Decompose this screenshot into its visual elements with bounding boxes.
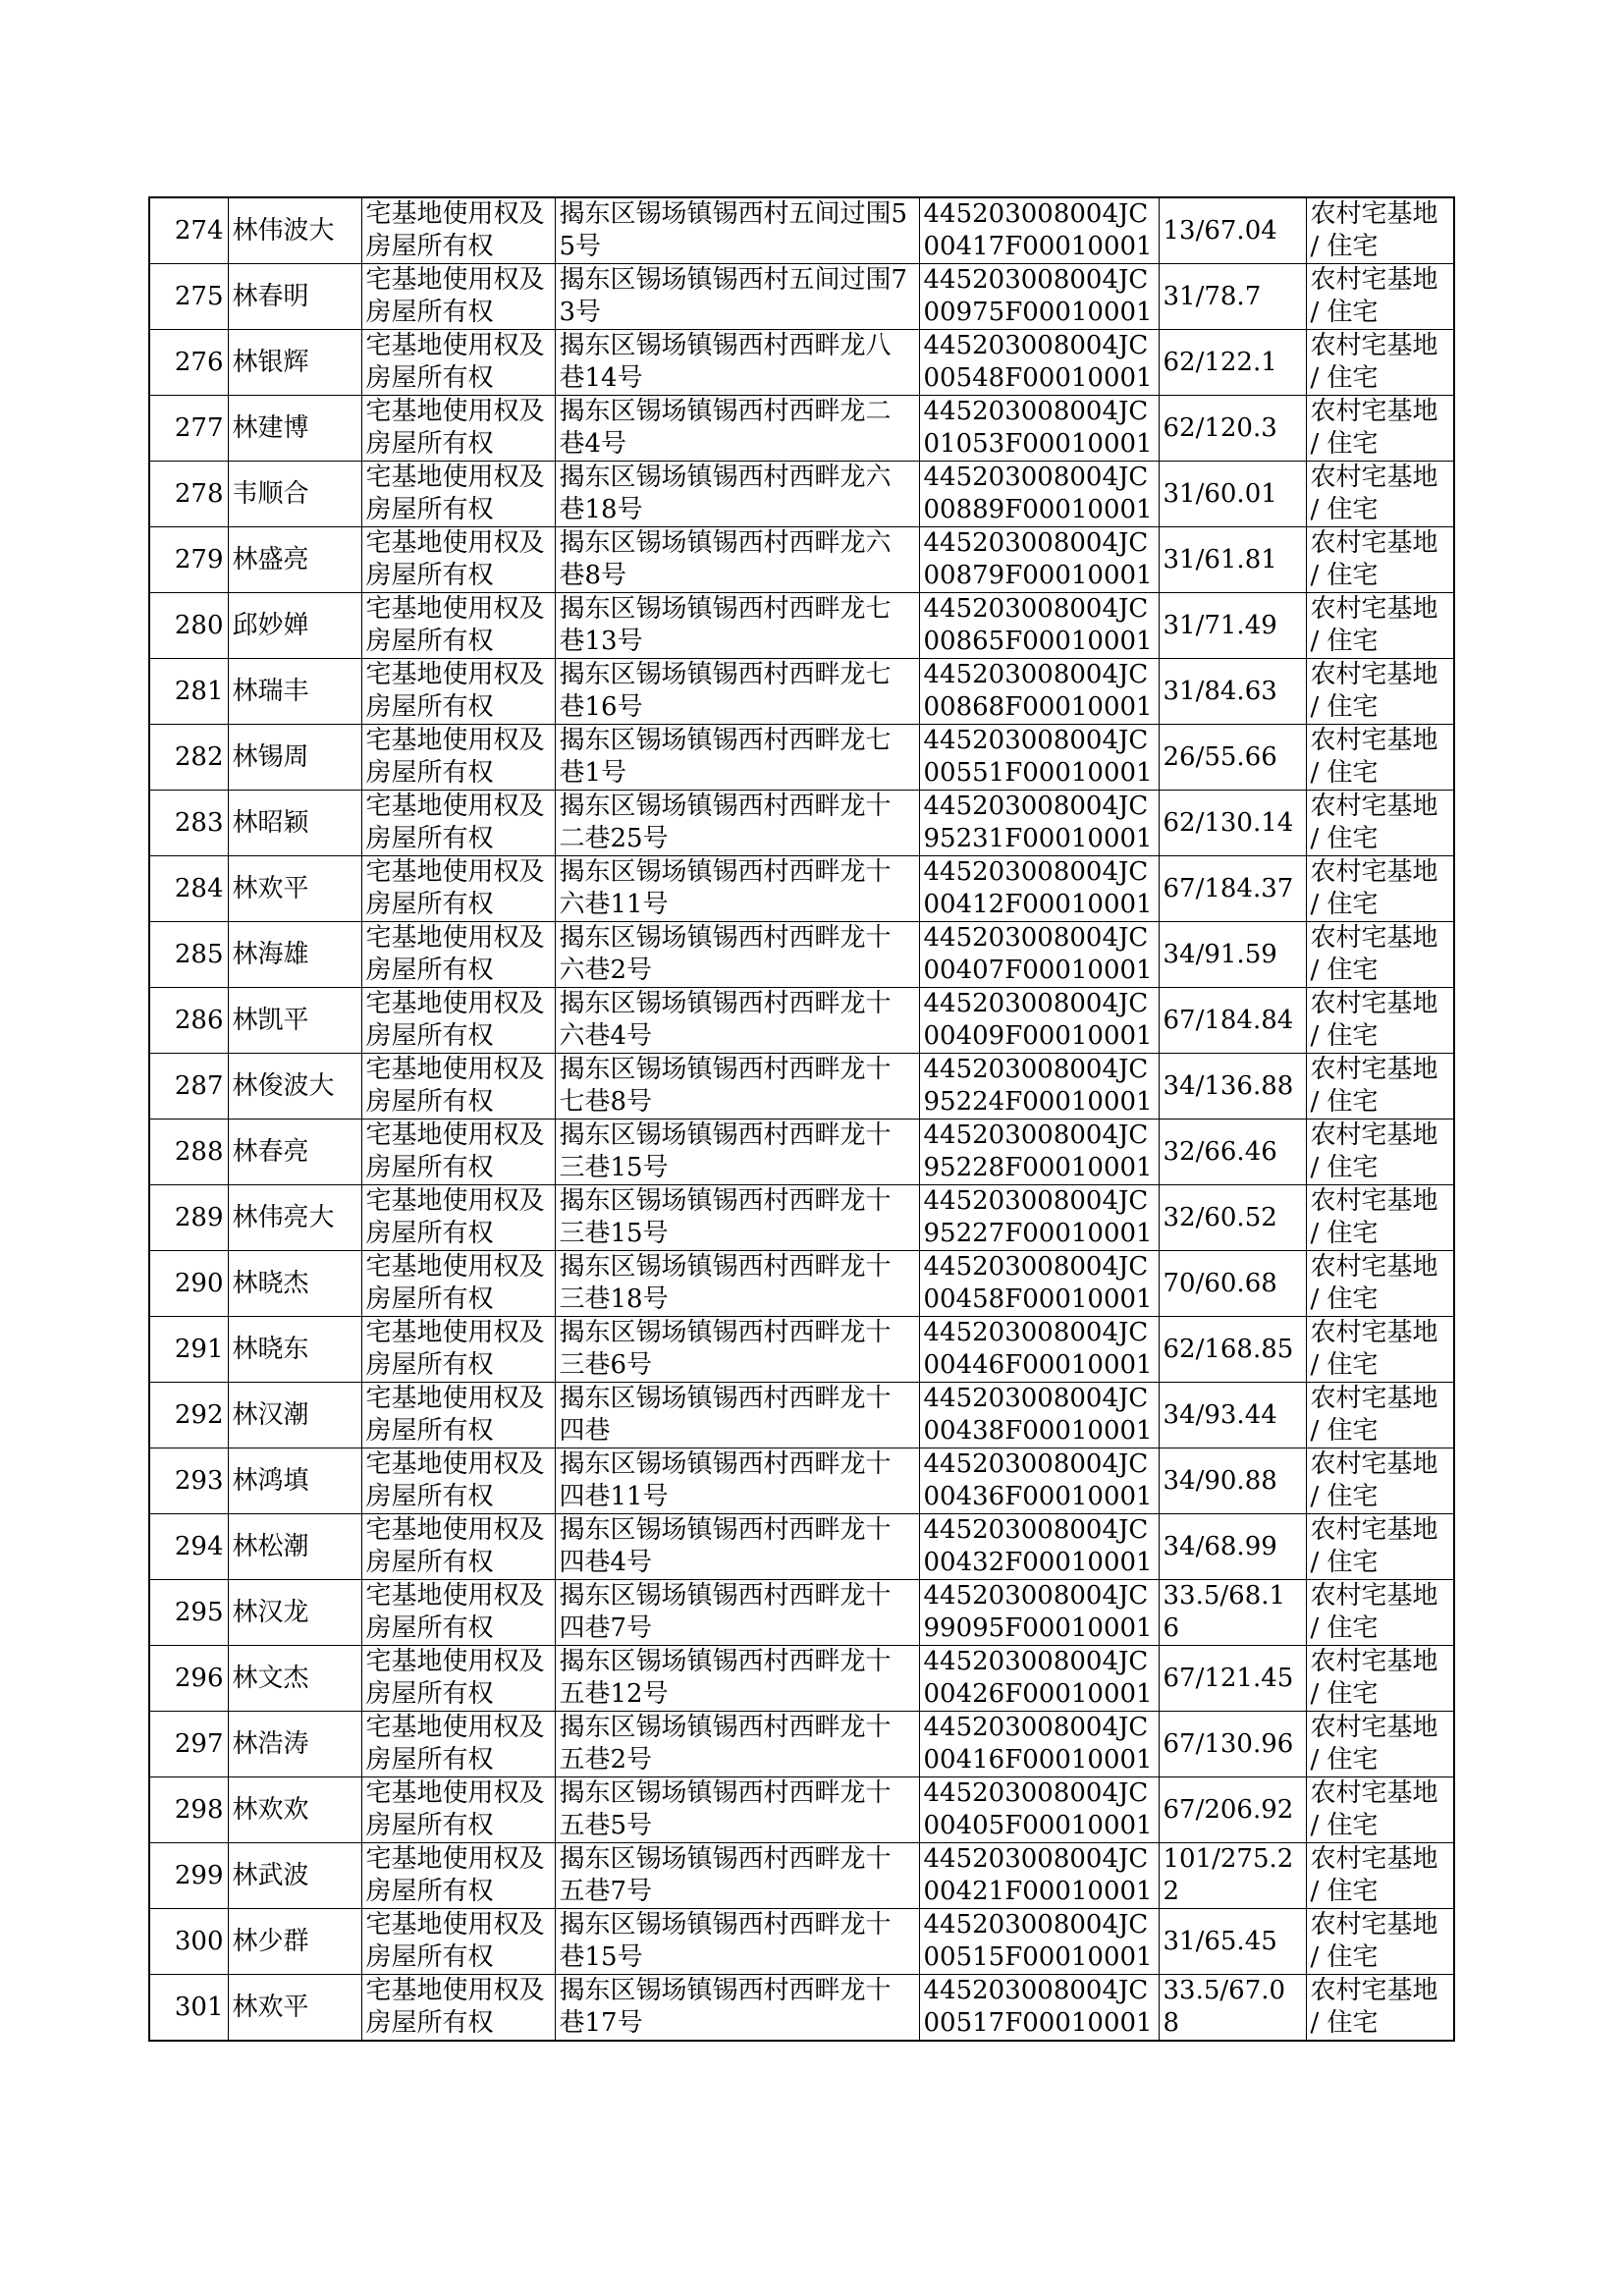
table-row bbox=[149, 725, 1454, 791]
area-value: 32/60.52 bbox=[1159, 1185, 1306, 1251]
unit-code: 445203008004JC95228F00010001 bbox=[919, 1120, 1159, 1185]
area-value: 32/66.46 bbox=[1159, 1120, 1306, 1185]
property-address: 揭东区锡场镇锡西村西畔龙七巷16号 bbox=[555, 659, 919, 725]
right-type: 宅基地使用权及房屋所有权 bbox=[361, 264, 555, 330]
table-body bbox=[149, 197, 1454, 2041]
unit-code: 445203008004JC00548F00010001 bbox=[919, 330, 1159, 396]
property-address: 揭东区锡场镇锡西村西畔龙八巷14号 bbox=[555, 330, 919, 396]
land-usage: 农村宅基地 / 住宅 bbox=[1306, 593, 1454, 659]
land-usage: 农村宅基地 / 住宅 bbox=[1306, 791, 1454, 856]
unit-code: 445203008004JC01053F00010001 bbox=[919, 396, 1159, 462]
unit-code: 445203008004JC00436F00010001 bbox=[919, 1448, 1159, 1514]
table-row bbox=[149, 396, 1454, 462]
land-usage: 农村宅基地 / 住宅 bbox=[1306, 1251, 1454, 1317]
row-number: 293 bbox=[149, 1448, 228, 1514]
land-usage: 农村宅基地 / 住宅 bbox=[1306, 1843, 1454, 1909]
unit-code: 445203008004JC95231F00010001 bbox=[919, 791, 1159, 856]
area-value: 31/84.63 bbox=[1159, 659, 1306, 725]
area-value: 67/121.45 bbox=[1159, 1646, 1306, 1712]
area-value: 67/206.92 bbox=[1159, 1777, 1306, 1843]
owner-name: 林晓东 bbox=[228, 1317, 361, 1383]
area-value: 34/93.44 bbox=[1159, 1383, 1306, 1448]
unit-code: 445203008004JC00446F00010001 bbox=[919, 1317, 1159, 1383]
right-type: 宅基地使用权及房屋所有权 bbox=[361, 1909, 555, 1975]
right-type: 宅基地使用权及房屋所有权 bbox=[361, 330, 555, 396]
row-number: 294 bbox=[149, 1514, 228, 1580]
property-address: 揭东区锡场镇锡西村西畔龙六巷18号 bbox=[555, 462, 919, 527]
row-number: 281 bbox=[149, 659, 228, 725]
owner-name: 林晓杰 bbox=[228, 1251, 361, 1317]
land-usage: 农村宅基地 / 住宅 bbox=[1306, 1383, 1454, 1448]
property-address: 揭东区锡场镇锡西村西畔龙十七巷8号 bbox=[555, 1054, 919, 1120]
land-usage: 农村宅基地 / 住宅 bbox=[1306, 197, 1454, 264]
owner-name: 林银辉 bbox=[228, 330, 361, 396]
unit-code: 445203008004JC00868F00010001 bbox=[919, 659, 1159, 725]
area-value: 31/61.81 bbox=[1159, 527, 1306, 593]
owner-name: 林伟亮大 bbox=[228, 1185, 361, 1251]
area-value: 34/90.88 bbox=[1159, 1448, 1306, 1514]
area-value: 13/67.04 bbox=[1159, 197, 1306, 264]
unit-code: 445203008004JC00438F00010001 bbox=[919, 1383, 1159, 1448]
land-usage: 农村宅基地 / 住宅 bbox=[1306, 1580, 1454, 1646]
table-row bbox=[149, 1054, 1454, 1120]
unit-code: 445203008004JC00458F00010001 bbox=[919, 1251, 1159, 1317]
property-address: 揭东区锡场镇锡西村西畔龙十六巷11号 bbox=[555, 856, 919, 922]
property-address: 揭东区锡场镇锡西村西畔龙十三巷6号 bbox=[555, 1317, 919, 1383]
area-value: 31/71.49 bbox=[1159, 593, 1306, 659]
row-number: 279 bbox=[149, 527, 228, 593]
property-address: 揭东区锡场镇锡西村西畔龙七巷1号 bbox=[555, 725, 919, 791]
unit-code: 445203008004JC00551F00010001 bbox=[919, 725, 1159, 791]
table-row bbox=[149, 593, 1454, 659]
land-usage: 农村宅基地 / 住宅 bbox=[1306, 396, 1454, 462]
row-number: 287 bbox=[149, 1054, 228, 1120]
right-type: 宅基地使用权及房屋所有权 bbox=[361, 1514, 555, 1580]
land-usage: 农村宅基地 / 住宅 bbox=[1306, 1712, 1454, 1777]
table-row bbox=[149, 330, 1454, 396]
right-type: 宅基地使用权及房屋所有权 bbox=[361, 527, 555, 593]
unit-code: 445203008004JC95224F00010001 bbox=[919, 1054, 1159, 1120]
right-type: 宅基地使用权及房屋所有权 bbox=[361, 791, 555, 856]
right-type: 宅基地使用权及房屋所有权 bbox=[361, 1975, 555, 2042]
land-usage: 农村宅基地 / 住宅 bbox=[1306, 462, 1454, 527]
unit-code: 445203008004JC00407F00010001 bbox=[919, 922, 1159, 988]
land-usage: 农村宅基地 / 住宅 bbox=[1306, 1646, 1454, 1712]
property-address: 揭东区锡场镇锡西村西畔龙十六巷2号 bbox=[555, 922, 919, 988]
right-type: 宅基地使用权及房屋所有权 bbox=[361, 462, 555, 527]
owner-name: 林欢欢 bbox=[228, 1777, 361, 1843]
right-type: 宅基地使用权及房屋所有权 bbox=[361, 922, 555, 988]
owner-name: 林欢平 bbox=[228, 856, 361, 922]
unit-code: 445203008004JC00421F00010001 bbox=[919, 1843, 1159, 1909]
land-usage: 农村宅基地 / 住宅 bbox=[1306, 1120, 1454, 1185]
area-value: 67/184.37 bbox=[1159, 856, 1306, 922]
table-row bbox=[149, 1712, 1454, 1777]
unit-code: 445203008004JC00879F00010001 bbox=[919, 527, 1159, 593]
unit-code: 445203008004JC99095F00010001 bbox=[919, 1580, 1159, 1646]
table-row bbox=[149, 1383, 1454, 1448]
land-usage: 农村宅基地 / 住宅 bbox=[1306, 659, 1454, 725]
right-type: 宅基地使用权及房屋所有权 bbox=[361, 1843, 555, 1909]
land-usage: 农村宅基地 / 住宅 bbox=[1306, 856, 1454, 922]
table-row bbox=[149, 1317, 1454, 1383]
owner-name: 林昭颖 bbox=[228, 791, 361, 856]
table-row bbox=[149, 1580, 1454, 1646]
land-usage: 农村宅基地 / 住宅 bbox=[1306, 1909, 1454, 1975]
right-type: 宅基地使用权及房屋所有权 bbox=[361, 1777, 555, 1843]
owner-name: 林瑞丰 bbox=[228, 659, 361, 725]
row-number: 299 bbox=[149, 1843, 228, 1909]
property-address: 揭东区锡场镇锡西村西畔龙十五巷2号 bbox=[555, 1712, 919, 1777]
area-value: 101/275.22 bbox=[1159, 1843, 1306, 1909]
owner-name: 林伟波大 bbox=[228, 197, 361, 264]
table-row bbox=[149, 462, 1454, 527]
owner-name: 林汉潮 bbox=[228, 1383, 361, 1448]
unit-code: 445203008004JC00417F00010001 bbox=[919, 197, 1159, 264]
land-usage: 农村宅基地 / 住宅 bbox=[1306, 922, 1454, 988]
right-type: 宅基地使用权及房屋所有权 bbox=[361, 659, 555, 725]
area-value: 33.5/67.08 bbox=[1159, 1975, 1306, 2042]
row-number: 290 bbox=[149, 1251, 228, 1317]
table-row bbox=[149, 659, 1454, 725]
property-address: 揭东区锡场镇锡西村西畔龙十四巷 bbox=[555, 1383, 919, 1448]
area-value: 33.5/68.16 bbox=[1159, 1580, 1306, 1646]
table-row bbox=[149, 527, 1454, 593]
owner-name: 林锡周 bbox=[228, 725, 361, 791]
unit-code: 445203008004JC00412F00010001 bbox=[919, 856, 1159, 922]
owner-name: 林俊波大 bbox=[228, 1054, 361, 1120]
table-row bbox=[149, 988, 1454, 1054]
area-value: 62/168.85 bbox=[1159, 1317, 1306, 1383]
table-row bbox=[149, 922, 1454, 988]
right-type: 宅基地使用权及房屋所有权 bbox=[361, 725, 555, 791]
row-number: 288 bbox=[149, 1120, 228, 1185]
right-type: 宅基地使用权及房屋所有权 bbox=[361, 1251, 555, 1317]
unit-code: 445203008004JC95227F00010001 bbox=[919, 1185, 1159, 1251]
unit-code: 445203008004JC00515F00010001 bbox=[919, 1909, 1159, 1975]
row-number: 276 bbox=[149, 330, 228, 396]
row-number: 275 bbox=[149, 264, 228, 330]
right-type: 宅基地使用权及房屋所有权 bbox=[361, 1383, 555, 1448]
owner-name: 林松潮 bbox=[228, 1514, 361, 1580]
area-value: 62/120.3 bbox=[1159, 396, 1306, 462]
row-number: 286 bbox=[149, 988, 228, 1054]
row-number: 274 bbox=[149, 197, 228, 264]
row-number: 297 bbox=[149, 1712, 228, 1777]
unit-code: 445203008004JC00889F00010001 bbox=[919, 462, 1159, 527]
table-row bbox=[149, 1251, 1454, 1317]
registration-table bbox=[148, 196, 1455, 2042]
property-address: 揭东区锡场镇锡西村西畔龙十五巷7号 bbox=[555, 1843, 919, 1909]
area-value: 31/78.7 bbox=[1159, 264, 1306, 330]
owner-name: 林汉龙 bbox=[228, 1580, 361, 1646]
property-address: 揭东区锡场镇锡西村五间过围73号 bbox=[555, 264, 919, 330]
table-row bbox=[149, 791, 1454, 856]
land-usage: 农村宅基地 / 住宅 bbox=[1306, 1777, 1454, 1843]
right-type: 宅基地使用权及房屋所有权 bbox=[361, 1646, 555, 1712]
property-address: 揭东区锡场镇锡西村西畔龙十巷15号 bbox=[555, 1909, 919, 1975]
owner-name: 林浩涛 bbox=[228, 1712, 361, 1777]
property-address: 揭东区锡场镇锡西村西畔龙十四巷11号 bbox=[555, 1448, 919, 1514]
row-number: 291 bbox=[149, 1317, 228, 1383]
table-row bbox=[149, 1975, 1454, 2042]
property-address: 揭东区锡场镇锡西村西畔龙十三巷15号 bbox=[555, 1185, 919, 1251]
property-address: 揭东区锡场镇锡西村西畔龙十二巷25号 bbox=[555, 791, 919, 856]
row-number: 289 bbox=[149, 1185, 228, 1251]
property-address: 揭东区锡场镇锡西村西畔龙十四巷7号 bbox=[555, 1580, 919, 1646]
unit-code: 445203008004JC00865F00010001 bbox=[919, 593, 1159, 659]
area-value: 67/184.84 bbox=[1159, 988, 1306, 1054]
unit-code: 445203008004JC00517F00010001 bbox=[919, 1975, 1159, 2042]
row-number: 296 bbox=[149, 1646, 228, 1712]
table-row bbox=[149, 1843, 1454, 1909]
table-row bbox=[149, 264, 1454, 330]
row-number: 277 bbox=[149, 396, 228, 462]
land-usage: 农村宅基地 / 住宅 bbox=[1306, 1514, 1454, 1580]
area-value: 67/130.96 bbox=[1159, 1712, 1306, 1777]
property-address: 揭东区锡场镇锡西村西畔龙七巷13号 bbox=[555, 593, 919, 659]
land-usage: 农村宅基地 / 住宅 bbox=[1306, 527, 1454, 593]
owner-name: 韦顺合 bbox=[228, 462, 361, 527]
unit-code: 445203008004JC00416F00010001 bbox=[919, 1712, 1159, 1777]
table-row bbox=[149, 1448, 1454, 1514]
row-number: 292 bbox=[149, 1383, 228, 1448]
owner-name: 林建博 bbox=[228, 396, 361, 462]
land-usage: 农村宅基地 / 住宅 bbox=[1306, 330, 1454, 396]
land-usage: 农村宅基地 / 住宅 bbox=[1306, 1975, 1454, 2042]
property-address: 揭东区锡场镇锡西村西畔龙十三巷15号 bbox=[555, 1120, 919, 1185]
owner-name: 林春明 bbox=[228, 264, 361, 330]
property-address: 揭东区锡场镇锡西村西畔龙二巷4号 bbox=[555, 396, 919, 462]
right-type: 宅基地使用权及房屋所有权 bbox=[361, 1712, 555, 1777]
unit-code: 445203008004JC00975F00010001 bbox=[919, 264, 1159, 330]
row-number: 282 bbox=[149, 725, 228, 791]
right-type: 宅基地使用权及房屋所有权 bbox=[361, 396, 555, 462]
row-number: 280 bbox=[149, 593, 228, 659]
owner-name: 林少群 bbox=[228, 1909, 361, 1975]
land-usage: 农村宅基地 / 住宅 bbox=[1306, 1185, 1454, 1251]
property-address: 揭东区锡场镇锡西村西畔龙十巷17号 bbox=[555, 1975, 919, 2042]
row-number: 278 bbox=[149, 462, 228, 527]
land-usage: 农村宅基地 / 住宅 bbox=[1306, 1054, 1454, 1120]
property-address: 揭东区锡场镇锡西村西畔龙十五巷5号 bbox=[555, 1777, 919, 1843]
area-value: 62/122.1 bbox=[1159, 330, 1306, 396]
owner-name: 林武波 bbox=[228, 1843, 361, 1909]
area-value: 31/60.01 bbox=[1159, 462, 1306, 527]
unit-code: 445203008004JC00426F00010001 bbox=[919, 1646, 1159, 1712]
property-address: 揭东区锡场镇锡西村西畔龙十三巷18号 bbox=[555, 1251, 919, 1317]
area-value: 62/130.14 bbox=[1159, 791, 1306, 856]
property-address: 揭东区锡场镇锡西村西畔龙十五巷12号 bbox=[555, 1646, 919, 1712]
property-address: 揭东区锡场镇锡西村西畔龙十四巷4号 bbox=[555, 1514, 919, 1580]
table-row bbox=[149, 1185, 1454, 1251]
land-usage: 农村宅基地 / 住宅 bbox=[1306, 725, 1454, 791]
table-row bbox=[149, 856, 1454, 922]
unit-code: 445203008004JC00432F00010001 bbox=[919, 1514, 1159, 1580]
row-number: 298 bbox=[149, 1777, 228, 1843]
owner-name: 邱妙婵 bbox=[228, 593, 361, 659]
area-value: 34/68.99 bbox=[1159, 1514, 1306, 1580]
land-usage: 农村宅基地 / 住宅 bbox=[1306, 988, 1454, 1054]
owner-name: 林海雄 bbox=[228, 922, 361, 988]
owner-name: 林鸿填 bbox=[228, 1448, 361, 1514]
owner-name: 林欢平 bbox=[228, 1975, 361, 2042]
row-number: 300 bbox=[149, 1909, 228, 1975]
area-value: 26/55.66 bbox=[1159, 725, 1306, 791]
row-number: 284 bbox=[149, 856, 228, 922]
right-type: 宅基地使用权及房屋所有权 bbox=[361, 1448, 555, 1514]
right-type: 宅基地使用权及房屋所有权 bbox=[361, 197, 555, 264]
table-row bbox=[149, 1646, 1454, 1712]
table-row bbox=[149, 1777, 1454, 1843]
unit-code: 445203008004JC00409F00010001 bbox=[919, 988, 1159, 1054]
table-row bbox=[149, 1909, 1454, 1975]
right-type: 宅基地使用权及房屋所有权 bbox=[361, 593, 555, 659]
property-address: 揭东区锡场镇锡西村五间过围55号 bbox=[555, 197, 919, 264]
property-address: 揭东区锡场镇锡西村西畔龙十六巷4号 bbox=[555, 988, 919, 1054]
right-type: 宅基地使用权及房屋所有权 bbox=[361, 988, 555, 1054]
row-number: 285 bbox=[149, 922, 228, 988]
right-type: 宅基地使用权及房屋所有权 bbox=[361, 1185, 555, 1251]
right-type: 宅基地使用权及房屋所有权 bbox=[361, 856, 555, 922]
area-value: 34/91.59 bbox=[1159, 922, 1306, 988]
row-number: 283 bbox=[149, 791, 228, 856]
right-type: 宅基地使用权及房屋所有权 bbox=[361, 1054, 555, 1120]
owner-name: 林盛亮 bbox=[228, 527, 361, 593]
right-type: 宅基地使用权及房屋所有权 bbox=[361, 1580, 555, 1646]
land-usage: 农村宅基地 / 住宅 bbox=[1306, 264, 1454, 330]
right-type: 宅基地使用权及房屋所有权 bbox=[361, 1120, 555, 1185]
area-value: 34/136.88 bbox=[1159, 1054, 1306, 1120]
table-row bbox=[149, 1120, 1454, 1185]
owner-name: 林文杰 bbox=[228, 1646, 361, 1712]
land-usage: 农村宅基地 / 住宅 bbox=[1306, 1317, 1454, 1383]
area-value: 31/65.45 bbox=[1159, 1909, 1306, 1975]
unit-code: 445203008004JC00405F00010001 bbox=[919, 1777, 1159, 1843]
table-row bbox=[149, 1514, 1454, 1580]
row-number: 301 bbox=[149, 1975, 228, 2042]
area-value: 70/60.68 bbox=[1159, 1251, 1306, 1317]
row-number: 295 bbox=[149, 1580, 228, 1646]
property-address: 揭东区锡场镇锡西村西畔龙六巷8号 bbox=[555, 527, 919, 593]
table-row bbox=[149, 197, 1454, 264]
right-type: 宅基地使用权及房屋所有权 bbox=[361, 1317, 555, 1383]
land-usage: 农村宅基地 / 住宅 bbox=[1306, 1448, 1454, 1514]
owner-name: 林凯平 bbox=[228, 988, 361, 1054]
owner-name: 林春亮 bbox=[228, 1120, 361, 1185]
